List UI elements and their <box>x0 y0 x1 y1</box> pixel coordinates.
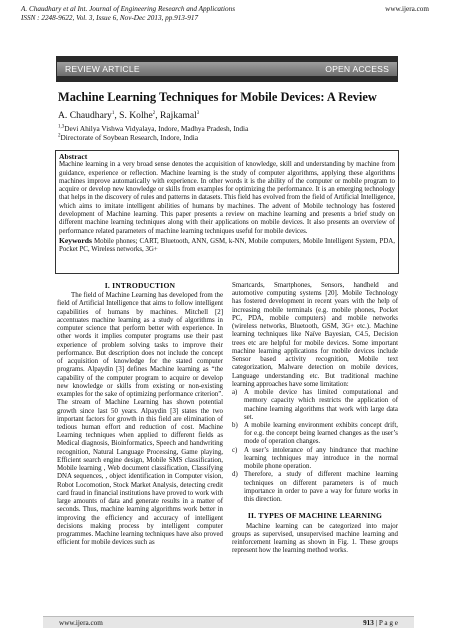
author-2: , S. Kolhe <box>114 110 153 121</box>
footer-url[interactable]: www.ijera.com <box>59 619 103 627</box>
abstract-heading: Abstract <box>59 152 88 161</box>
right-column-paragraph: Smartcards, Smartphones, Sensors, handheld and automotive computing systems [20]. Mobile Technology has fostered development in recent years with the help of increasing mobile terminals (e.g. mobile phones, Pocket PC, PDA, mobile computers) and mobile networks (wireless networks, Bluetooth, GSM, 3G+ etc.). Machine learning techniques like Naïve Bayesian, C4.5, Decision trees etc are helpful for mobile devices. Some important machine learning applications for mobile devices include Sensor based activity recognition, Mobile text categorization, Malware detection on mobile devices, Language understanding etc. But traditional machine learning approaches have some limitation: <box>232 282 398 388</box>
limitations-list <box>232 389 398 504</box>
left-column <box>57 282 223 548</box>
page-footer <box>43 616 414 628</box>
citation-line-1: A. Chaudhary et al Int. Journal of Engineering Research and Applications <box>21 5 235 13</box>
author-list <box>58 110 199 121</box>
list-item: c) A user’s intolerance of any hindrance that machine learning techniques may introduce in the normal mobile phone operation. <box>232 446 398 471</box>
article-type-banner <box>56 56 398 82</box>
keywords <box>59 237 395 255</box>
list-item: d) Therefore, a study of different machine learning techniques on different parameters is of much importance in order to pave a way for future works in this direction. <box>232 471 398 504</box>
abstract-box <box>55 150 399 274</box>
introduction-paragraph: The field of Machine Learning has developed from the field of Artificial Intelligence that aims to follow intelligent capabilities of humans by machines. Mitchell [2] accentuates machine learning as a study of algorithms in computer science that perform better with experience. In other words it implies computer programs use their past experience of problem solving tasks to improve their performance. But description does not include the concept of acquisition of knowledge for the stated computer programs. Alpaydin [3] defines Machine learning as “the capability of the computer program to acquire or develop new knowledge or skills from existing or non-existing examples for the sake of optimizing performance criterion”. The stream of Machine Learning has shown potential growth since last 50 years. Alpaydin [3] states the two important factors for growth in this field are elimination of tedious human effort and reduction of cost. Machine Learning techniques when applied to different fields as Medical diagnosis, Bioinformatics, Speech and handwriting recognition, Natural Language Processing, Game playing, Efficient search engine design, Mobile SMS classification, Mobile learning , Web document classification, Classifying DNA sequences, , object identification in Computer vision, Robot Locomotion, Stock Market Analysis, detecting credit card fraud in financial institutions have proved to work with large amounts of data and generate results in a matter of seconds. Thus, machine learning algorithms work better in improving the efficiency and accuracy of intelligent decisions making process by intelligent computer programmes. Machine learning techniques have also proved efficient for mobile devices such as <box>57 292 223 547</box>
list-item: b) A mobile learning environment exhibits concept drift, for e.g. the concept being learned changes as the user’s mode of operation changes. <box>232 421 398 446</box>
page-number: 913 | P a g e <box>363 619 398 627</box>
affiliations <box>58 124 248 142</box>
header-url[interactable]: www.ijera.com <box>385 5 429 13</box>
author-3: , Rajkamal <box>155 110 197 121</box>
affiliation-2: $^2$Directorate of Soybean Research, Indore, India <box>58 133 199 142</box>
section-heading-introduction: I. INTRODUCTION <box>104 281 176 290</box>
banner-review-article: REVIEW ARTICLE <box>65 64 140 74</box>
abstract-text: Machine learning in a very broad sense denotes the acquisition of knowledge, skill and understanding by machine from guidance, experience or reflection. Machine learning is the study of computer algorithms, applying these algorithms machines improve automatically with experience. In other words it is the ability of the computer or mobile program to acquire or develop new knowledge or skills from examples for optimizing the performance. It is an emerging technology that helps in the discovery of rules and patterns in datasets. This field has evolved from the field of Artificial Intelligence, which aims to imitate intelligent abilities of humans by machines. The advent of Mobile technology has fostered development of Machine learning. This paper presents a review on machine learning and presents a brief study on different machine learning techniques along with their applications on mobile devices. It also presents an overview of performance related parameters of machine learning techniques useful for mobile devices. <box>59 161 395 235</box>
keywords-label: Keywords <box>59 235 92 245</box>
paper-title: Machine Learning Techniques for Mobile Devices: A Review <box>58 90 377 104</box>
author-3-sup: 3 <box>196 110 200 116</box>
types-paragraph: Machine learning can be categorized into major groups as supervised, unsupervised machine learning and reinforcement learning as shown in Fig. 1. These groups represent how the learning method works. <box>232 522 398 555</box>
list-item: a) A mobile device has limited computational and memory capacity which restricts the application of machine learning algorithms that work with large data set. <box>232 389 398 421</box>
author-1-sup: 1 <box>111 110 115 116</box>
section-heading-types: II. TYPES OF MACHINE LEARNING <box>247 511 383 521</box>
banner-open-access: OPEN ACCESS <box>325 64 389 74</box>
author-2-sup: 2 <box>152 110 156 116</box>
running-header <box>21 5 441 23</box>
affiliation-1: $^{1,3}$Devi Ahilya Vishwa Vidyalaya, Indore, Madhya Pradesh, India <box>58 124 249 133</box>
author-1: A. Chaudhary <box>58 110 112 121</box>
keywords-text: Mobile phones; CART, Bluetooth, ANN, GSM, k-NN, Mobile computers, Mobile Intelligent System, PDA, Pocket PC, Wireless networks, 3G+ <box>59 237 395 254</box>
right-column <box>232 282 398 556</box>
citation-line-2: ISSN : 2248-9622, Vol. 3, Issue 6, Nov-Dec 2013, pp.913-917 <box>21 14 199 22</box>
